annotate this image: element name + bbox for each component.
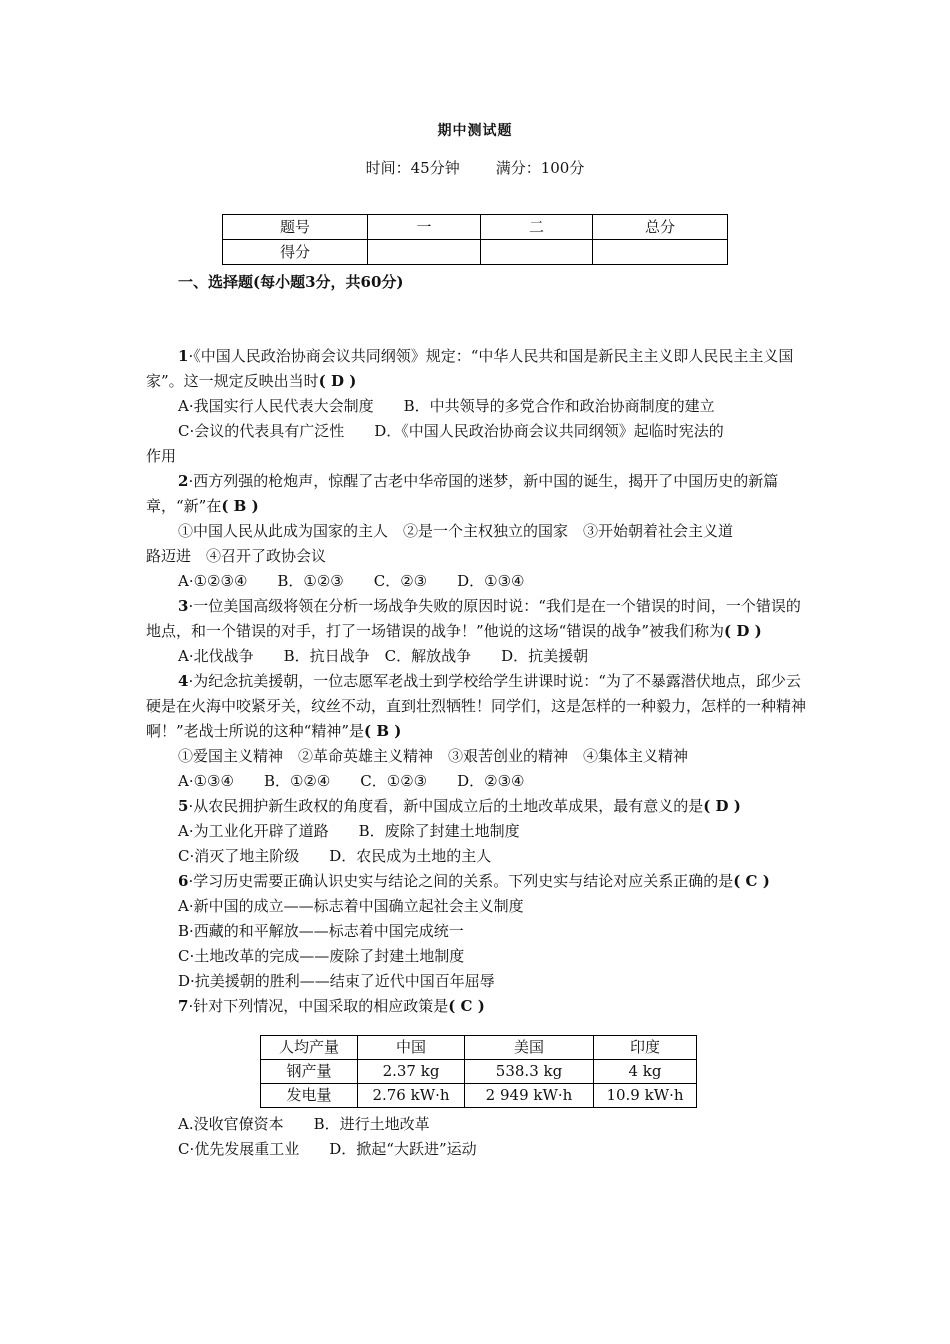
section-title: 一、选择题(每小题3分，共60分) [178, 273, 404, 291]
per-capita-table [260, 1035, 697, 1108]
question-number: 3 [178, 597, 189, 615]
score-cell [593, 240, 728, 265]
table-row [261, 1084, 697, 1108]
question-stem: ·西方列强的枪炮声，惊醒了古老中华帝国的迷梦，新中国的诞生，揭开了中国历史的新篇章，“新”在 [146, 472, 779, 515]
answer: ( B ) [221, 497, 259, 515]
score-header-cell: 一 [368, 215, 481, 240]
score-header-cell: 二 [481, 215, 593, 240]
table-header-cell: 印度 [594, 1036, 697, 1060]
option-line: A·为工业化开辟了道路 B．废除了封建土地制度 [178, 822, 520, 840]
question-number: 4 [178, 672, 189, 690]
questions [146, 344, 808, 1162]
table-header-cell: 人均产量 [261, 1036, 358, 1060]
statement-line: ①中国人民从此成为国家的主人 ②是一个主权独立的国家 ③开始朝着社会主义道 [178, 522, 734, 540]
statement-line: ①爱国主义精神 ②革命英雄主义精神 ③艰苦创业的精神 ④集体主义精神 [178, 747, 689, 765]
score-cell [481, 240, 593, 265]
statement-tail: 路迈进 ④召开了政协会议 [146, 547, 327, 565]
time-limit: 时间：45分钟 [365, 159, 460, 177]
table-cell: 2 949 kW·h [465, 1084, 594, 1108]
option-tail: 作用 [146, 447, 177, 465]
score-cell [368, 240, 481, 265]
question-number: 6 [178, 872, 189, 890]
question-stem: ·学习历史需要正确认识史实与结论之间的关系。下列史实与结论对应关系正确的是 [188, 872, 734, 890]
option-line: C·优先发展重工业 D．掀起“大跃进”运动 [178, 1140, 477, 1158]
table-cell: 发电量 [261, 1084, 358, 1108]
option-line: A.没收官僚资本 B．进行土地改革 [178, 1115, 430, 1133]
question-stem: ·一位美国高级将领在分析一场战争失败的原因时说：“我们是在一个错误的时间，一个错误的地点，和一个错误的对手，打了一场错误的战争！”他说的这场“错误的战争”被我们称为 [146, 597, 801, 640]
question-6 [146, 869, 808, 894]
option-line: C·土地改革的完成——废除了封建土地制度 [178, 947, 465, 965]
table-header-cell: 美国 [465, 1036, 594, 1060]
answer: ( D ) [318, 372, 357, 390]
table-header-cell: 中国 [358, 1036, 465, 1060]
score-table [222, 214, 728, 265]
question-3 [146, 594, 808, 644]
answer: ( C ) [448, 997, 485, 1015]
score-table-header-row [223, 215, 728, 240]
question-stem: ·为纪念抗美援朝，一位志愿军老战士到学校给学生讲课时说：“为了不暴露潜伏地点，邱少云硬是在火海中咬紧牙关，纹丝不动，直到壮烈牺牲！同学们，这是怎样的一种毅力，怎样的一种精神啊！”老战士所说的这种“精神”是 [146, 672, 807, 740]
table-cell: 钢产量 [261, 1060, 358, 1084]
question-4 [146, 669, 808, 744]
option-line: C·会议的代表具有广泛性 D．《中国人民政治协商会议共同纲领》起临时宪法的 [178, 422, 724, 440]
question-number: 5 [178, 797, 189, 815]
table-row [261, 1060, 697, 1084]
table-cell: 10.9 kW·h [594, 1084, 697, 1108]
score-header-cell: 题号 [223, 215, 368, 240]
exam-subtitle [0, 157, 950, 178]
option-line: A·我国实行人民代表大会制度 B．中共领导的多党合作和政治协商制度的建立 [178, 397, 715, 415]
score-row-label: 得分 [223, 240, 368, 265]
option-line: C·消灭了地主阶级 D．农民成为土地的主人 [178, 847, 492, 865]
question-2 [146, 469, 808, 519]
option-line: B·西藏的和平解放——标志着中国完成统一 [178, 922, 464, 940]
question-stem: ·《中国人民政治协商会议共同纲领》规定：“中华人民共和国是新民主主义即人民民主主义国家”。这一规定反映出当时 [146, 347, 794, 390]
question-5 [146, 794, 808, 819]
question-stem: ·针对下列情况，中国采取的相应政策是 [188, 997, 449, 1015]
option-line: D·抗美援朝的胜利——结束了近代中国百年屈辱 [178, 972, 495, 990]
option-line: A·①③④ B．①②④ C．①②③ D．②③④ [178, 772, 525, 790]
exam-title: 期中测试题 [437, 123, 513, 139]
score-table-score-row [223, 240, 728, 265]
table-header-row [261, 1036, 697, 1060]
question-7 [146, 994, 808, 1019]
table-cell: 2.37 kg [358, 1060, 465, 1084]
question-number: 2 [178, 472, 189, 490]
score-header-cell: 总分 [593, 215, 728, 240]
question-1 [146, 344, 808, 394]
table-cell: 2.76 kW·h [358, 1084, 465, 1108]
option-line: A·①②③④ B．①②③ C．②③ D．①③④ [178, 572, 525, 590]
answer: ( B ) [364, 722, 402, 740]
option-line: A·北伐战争 B．抗日战争 C．解放战争 D．抗美援朝 [178, 647, 589, 665]
answer: ( D ) [703, 797, 741, 815]
table-cell: 538.3 kg [465, 1060, 594, 1084]
question-stem: ·从农民拥护新生政权的角度看，新中国成立后的土地改革成果，最有意义的是 [188, 797, 704, 815]
question-number: 7 [178, 997, 189, 1015]
question-number: 1 [178, 347, 189, 365]
answer: ( D ) [724, 622, 762, 640]
table-cell: 4 kg [594, 1060, 697, 1084]
full-score: 满分：100分 [495, 159, 585, 177]
option-line: A·新中国的成立——标志着中国确立起社会主义制度 [178, 897, 524, 915]
answer: ( C ) [733, 872, 770, 890]
